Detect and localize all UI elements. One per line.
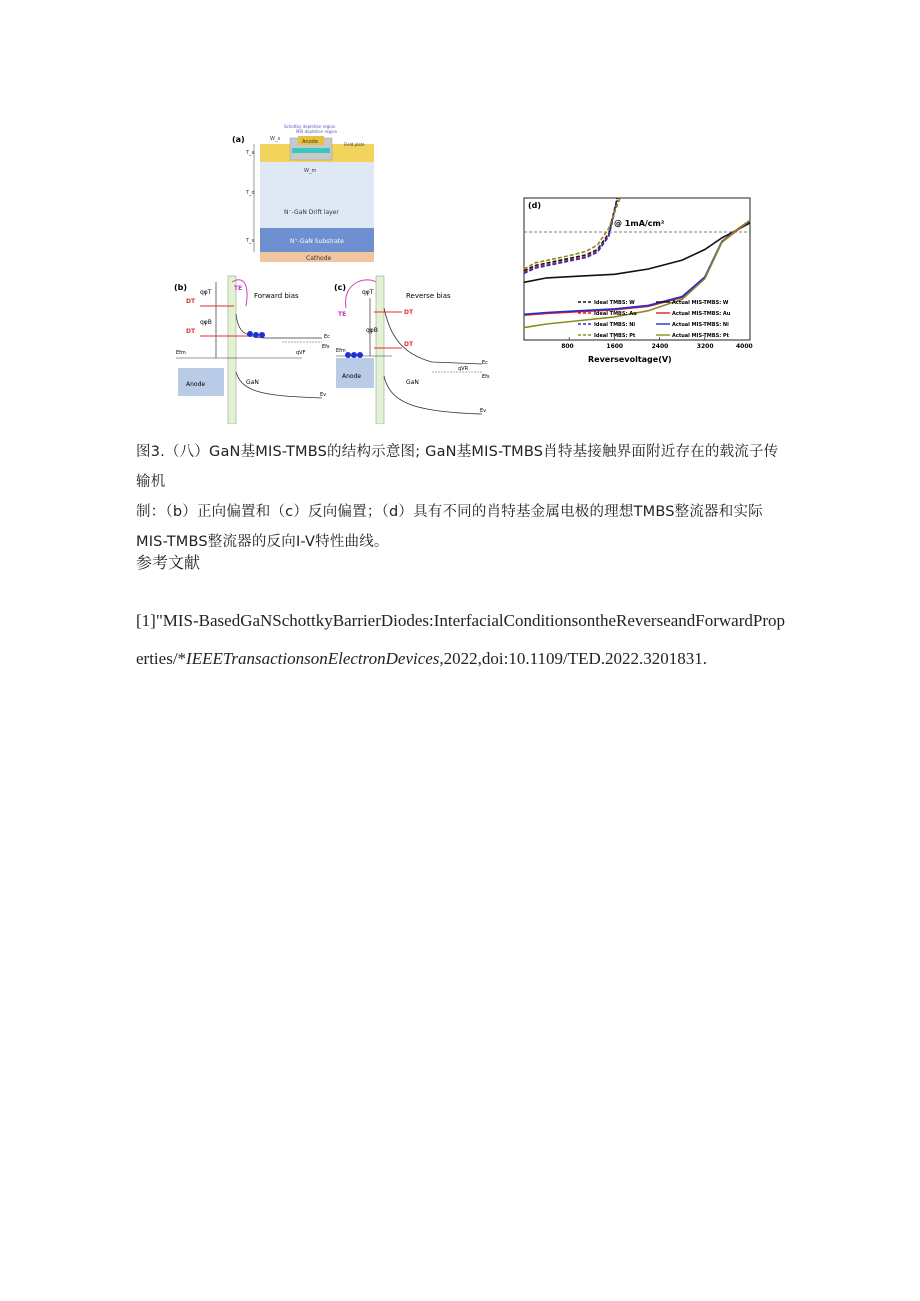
x-tick-label: 800 bbox=[561, 343, 574, 350]
efs-label: Efs bbox=[482, 374, 490, 380]
gan-label: GaN bbox=[246, 379, 259, 386]
cathode-label: Cathode bbox=[306, 255, 332, 262]
anode-label: Anode bbox=[186, 381, 206, 388]
panel-c-title: Reverse bias bbox=[406, 292, 451, 300]
electron-dot bbox=[351, 352, 357, 358]
caption-line-3: MIS-TMBS整流器的反向I-V特性曲线。 bbox=[136, 534, 389, 550]
td-label: T_d bbox=[246, 190, 255, 196]
figure-panel-c bbox=[332, 272, 492, 424]
x-tick-label: 2400 bbox=[651, 343, 669, 350]
wm-label: W_m bbox=[304, 168, 317, 174]
electron-dot bbox=[357, 352, 363, 358]
ws-label: W_s bbox=[270, 136, 281, 142]
panel-b-letter: (b) bbox=[174, 283, 188, 292]
x-tick-label: 3200 bbox=[696, 343, 714, 350]
electron-dot bbox=[247, 331, 253, 337]
dt-label-2: DT bbox=[404, 341, 414, 348]
qvf-label: qVF bbox=[296, 350, 306, 356]
substrate-label: N⁺-GaN Substrate bbox=[290, 238, 344, 245]
reference-1-journal: IEEETransactionsonElectronDevices, bbox=[186, 649, 444, 668]
figure-caption bbox=[136, 437, 792, 557]
ec-curve bbox=[384, 308, 482, 364]
caption-line-1: 图3.（八）GaN基MIS-TMBS的结构示意图; GaN基MIS-TMBS肖特基接触界面附近存在的载流子传输机 bbox=[136, 444, 779, 490]
ev-label: Ev bbox=[480, 408, 487, 414]
electron-dot bbox=[253, 332, 259, 338]
ev-label: Ev bbox=[320, 392, 327, 398]
chart-annotation: @ 1mA/cm² bbox=[614, 219, 665, 228]
x-axis-label: Reversevoltage(V) bbox=[588, 355, 672, 364]
mis-region-label: MIS depletion region bbox=[296, 129, 338, 134]
panel-d-letter: (d) bbox=[528, 201, 542, 210]
x-tick-label: 4000 bbox=[736, 343, 753, 350]
references-heading: 参考文献 bbox=[136, 553, 201, 572]
field-plate-label: Field plate bbox=[344, 142, 365, 147]
schottky-region-label: Schottky depletion region bbox=[284, 124, 336, 129]
efm-label: Efm bbox=[336, 348, 346, 354]
x-tick-label: 1600 bbox=[606, 343, 624, 350]
reference-1-title: [1]"MIS-BasedGaNSchottkyBarrierDiodes:InterfacialConditionsontheReverseandForwardProperties/* bbox=[136, 611, 786, 668]
figure-panel-b bbox=[172, 272, 332, 424]
gan-label: GaN bbox=[406, 379, 419, 386]
legend-ideal-au: Ideal TMBS: Au bbox=[594, 311, 637, 317]
mis-layer bbox=[292, 148, 330, 153]
ec-label: Ec bbox=[482, 360, 488, 366]
qvr-label: qVR bbox=[458, 366, 469, 372]
dt-label-2: DT bbox=[186, 328, 196, 335]
figure-panel-d-chart bbox=[518, 192, 758, 368]
efm-label: Efm bbox=[176, 350, 186, 356]
ta-label: T_a bbox=[246, 150, 255, 156]
drift-layer bbox=[260, 162, 374, 228]
panel-b-title: Forward bias bbox=[254, 292, 299, 300]
legend-ideal-ni: Ideal TMBS: Ni bbox=[594, 322, 636, 328]
figure-panel-a bbox=[228, 122, 388, 266]
caption-line-2: 制：（b）正向偏置和（c）反向偏置；（d）具有不同的肖特基金属电极的理想TMBS整流器和实际 bbox=[136, 504, 763, 520]
dt-label-1: DT bbox=[186, 298, 196, 305]
q-phi-b-label: qφB bbox=[366, 327, 378, 334]
reference-item-1 bbox=[136, 602, 792, 678]
anode-label: Anode bbox=[302, 139, 318, 145]
q-phi-b-label: qφB bbox=[200, 319, 212, 326]
ev-curve bbox=[384, 376, 482, 414]
ec-label: Ec bbox=[324, 334, 330, 340]
anode-label: Anode bbox=[342, 373, 362, 380]
drift-label: N⁻-GaN Drift layer bbox=[284, 209, 339, 216]
legend-actual-ni: Actual MIS-TMBS: Ni bbox=[672, 322, 729, 328]
panel-a-letter: (a) bbox=[232, 135, 245, 144]
legend-actual-au: Actual MIS-TMBS: Au bbox=[672, 311, 731, 317]
legend-ideal-w: Ideal TMBS: W bbox=[594, 300, 635, 306]
insulator-layer bbox=[376, 276, 384, 424]
insulator-layer bbox=[228, 276, 236, 424]
legend-actual-w: Actual MIS-TMBS: W bbox=[672, 300, 729, 306]
electron-dot bbox=[259, 332, 265, 338]
ts-label: T_s bbox=[246, 238, 255, 244]
q-phi-t-label: qφT bbox=[362, 289, 374, 296]
legend-ideal-pt: Ideal TMBS: Pt bbox=[594, 333, 636, 339]
efs-label: Efs bbox=[322, 344, 330, 350]
electron-dot bbox=[345, 352, 351, 358]
dt-label-1: DT bbox=[404, 309, 414, 316]
legend-actual-pt: Actual MIS-TMBS: Pt bbox=[672, 333, 729, 339]
reference-1-details: 2022,doi:10.1109/TED.2022.3201831. bbox=[443, 649, 708, 668]
q-phi-t-label: qφT bbox=[200, 289, 212, 296]
te-label: TE bbox=[338, 311, 347, 318]
te-label: TE bbox=[234, 285, 243, 292]
panel-c-letter: (c) bbox=[334, 283, 347, 292]
